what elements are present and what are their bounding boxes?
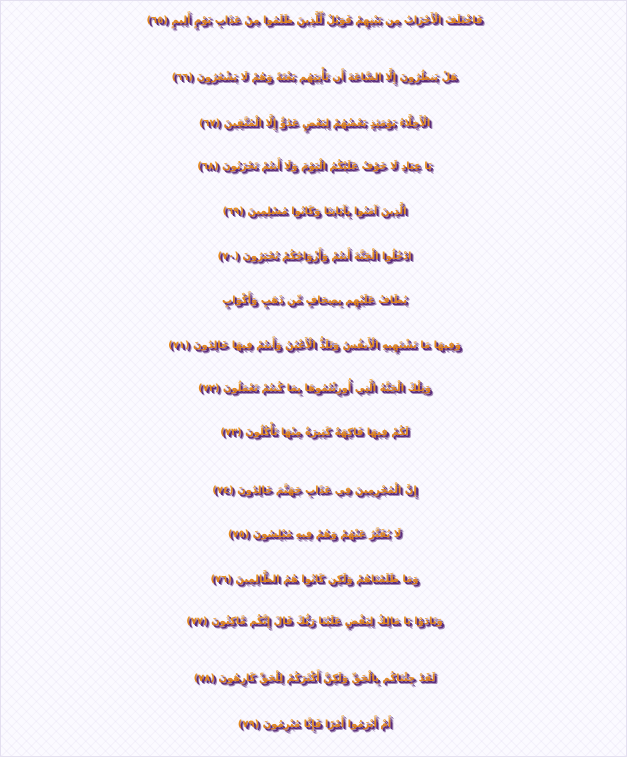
verse-71: وَفِيهَا مَا تَشْتَهِيهِ الْأَنفُسُ وَتَلَذُّ الْأَعْيُنُ وَأَنتُمْ فِيهَا خَالِدُونَ (٧١) — [1, 329, 627, 363]
verse-67: الْأَخِلَّاءُ يَوْمَئِذٍ بَعْضُهُمْ لِبَعْضٍ عَدُوٌّ إِلَّا الْمُتَّقِينَ (٦٧) — [1, 107, 627, 141]
verse-unnumbered: يُطَافُ عَلَيْهِم بِصِحَافٍ مِّن ذَهَبٍ وَأَكْوَابٍ — [1, 284, 627, 318]
verse-72: وَتِلْكَ الْجَنَّةُ الَّتِي أُورِثْتُمُوهَا بِمَا كُنتُمْ تَعْمَلُونَ (٧٢) — [1, 372, 627, 406]
verse-77: وَنَادَوْا يَا مَالِكُ لِيَقْضِ عَلَيْنَا رَبُّكَ قَالَ إِنَّكُم مَّاكِثُونَ (٧٧) — [1, 605, 627, 639]
verse-66: هَلْ يَنظُرُونَ إِلَّا السَّاعَةَ أَن تَأْتِيَهُم بَغْتَةً وَهُمْ لَا يَشْعُرُونَ (٦٦) — [1, 61, 627, 95]
verse-74: إِنَّ الْمُجْرِمِينَ فِي عَذَابِ جَهَنَّمَ خَالِدُونَ (٧٤) — [1, 474, 627, 508]
verse-76: وَمَا ظَلَمْنَاهُمْ وَلَكِن كَانُوا هُمُ الظَّالِمِينَ (٧٦) — [1, 563, 627, 597]
verse-70: ادْخُلُوا الْجَنَّةَ أَنتُمْ وَأَزْوَاجُكُمْ تُحْبَرُونَ (٧٠) — [1, 240, 627, 274]
verse-75: لَا يُفَتَّرُ عَنْهُمْ وَهُمْ فِيهِ مُبْلِسُونَ (٧٥) — [1, 518, 627, 552]
verse-79: أَمْ أَبْرَمُوا أَمْرًا فَإِنَّا مُبْرِمُونَ (٧٩) — [1, 708, 627, 742]
verse-69: الَّذِينَ آمَنُوا بِآيَاتِنَا وَكَانُوا مُسْلِمِينَ (٦٩) — [1, 195, 627, 229]
verse-68: يَا عِبَادِ لَا خَوْفٌ عَلَيْكُمُ الْيَوْمَ وَلَا أَنتُمْ تَحْزَنُونَ (٦٨) — [1, 150, 627, 184]
verse-78: لَقَدْ جِئْنَاكُم بِالْحَقِّ وَلَكِنَّ أَكْثَرَكُمْ لِلْحَقِّ كَارِهُونَ (٧٨) — [1, 662, 627, 696]
verse-73: لَكُمْ فِيهَا فَاكِهَةٌ كَثِيرَةٌ مِنْهَا تَأْكُلُونَ (٧٣) — [1, 416, 627, 450]
verse-65: فَاخْتَلَفَ الْأَحْزَابُ مِن بَيْنِهِمْ فَوَيْلٌ لِّلَّذِينَ ظَلَمُوا مِنْ عَذَابِ يَوْمٍ أَلِيمٍ (٦٥) — [1, 4, 627, 38]
